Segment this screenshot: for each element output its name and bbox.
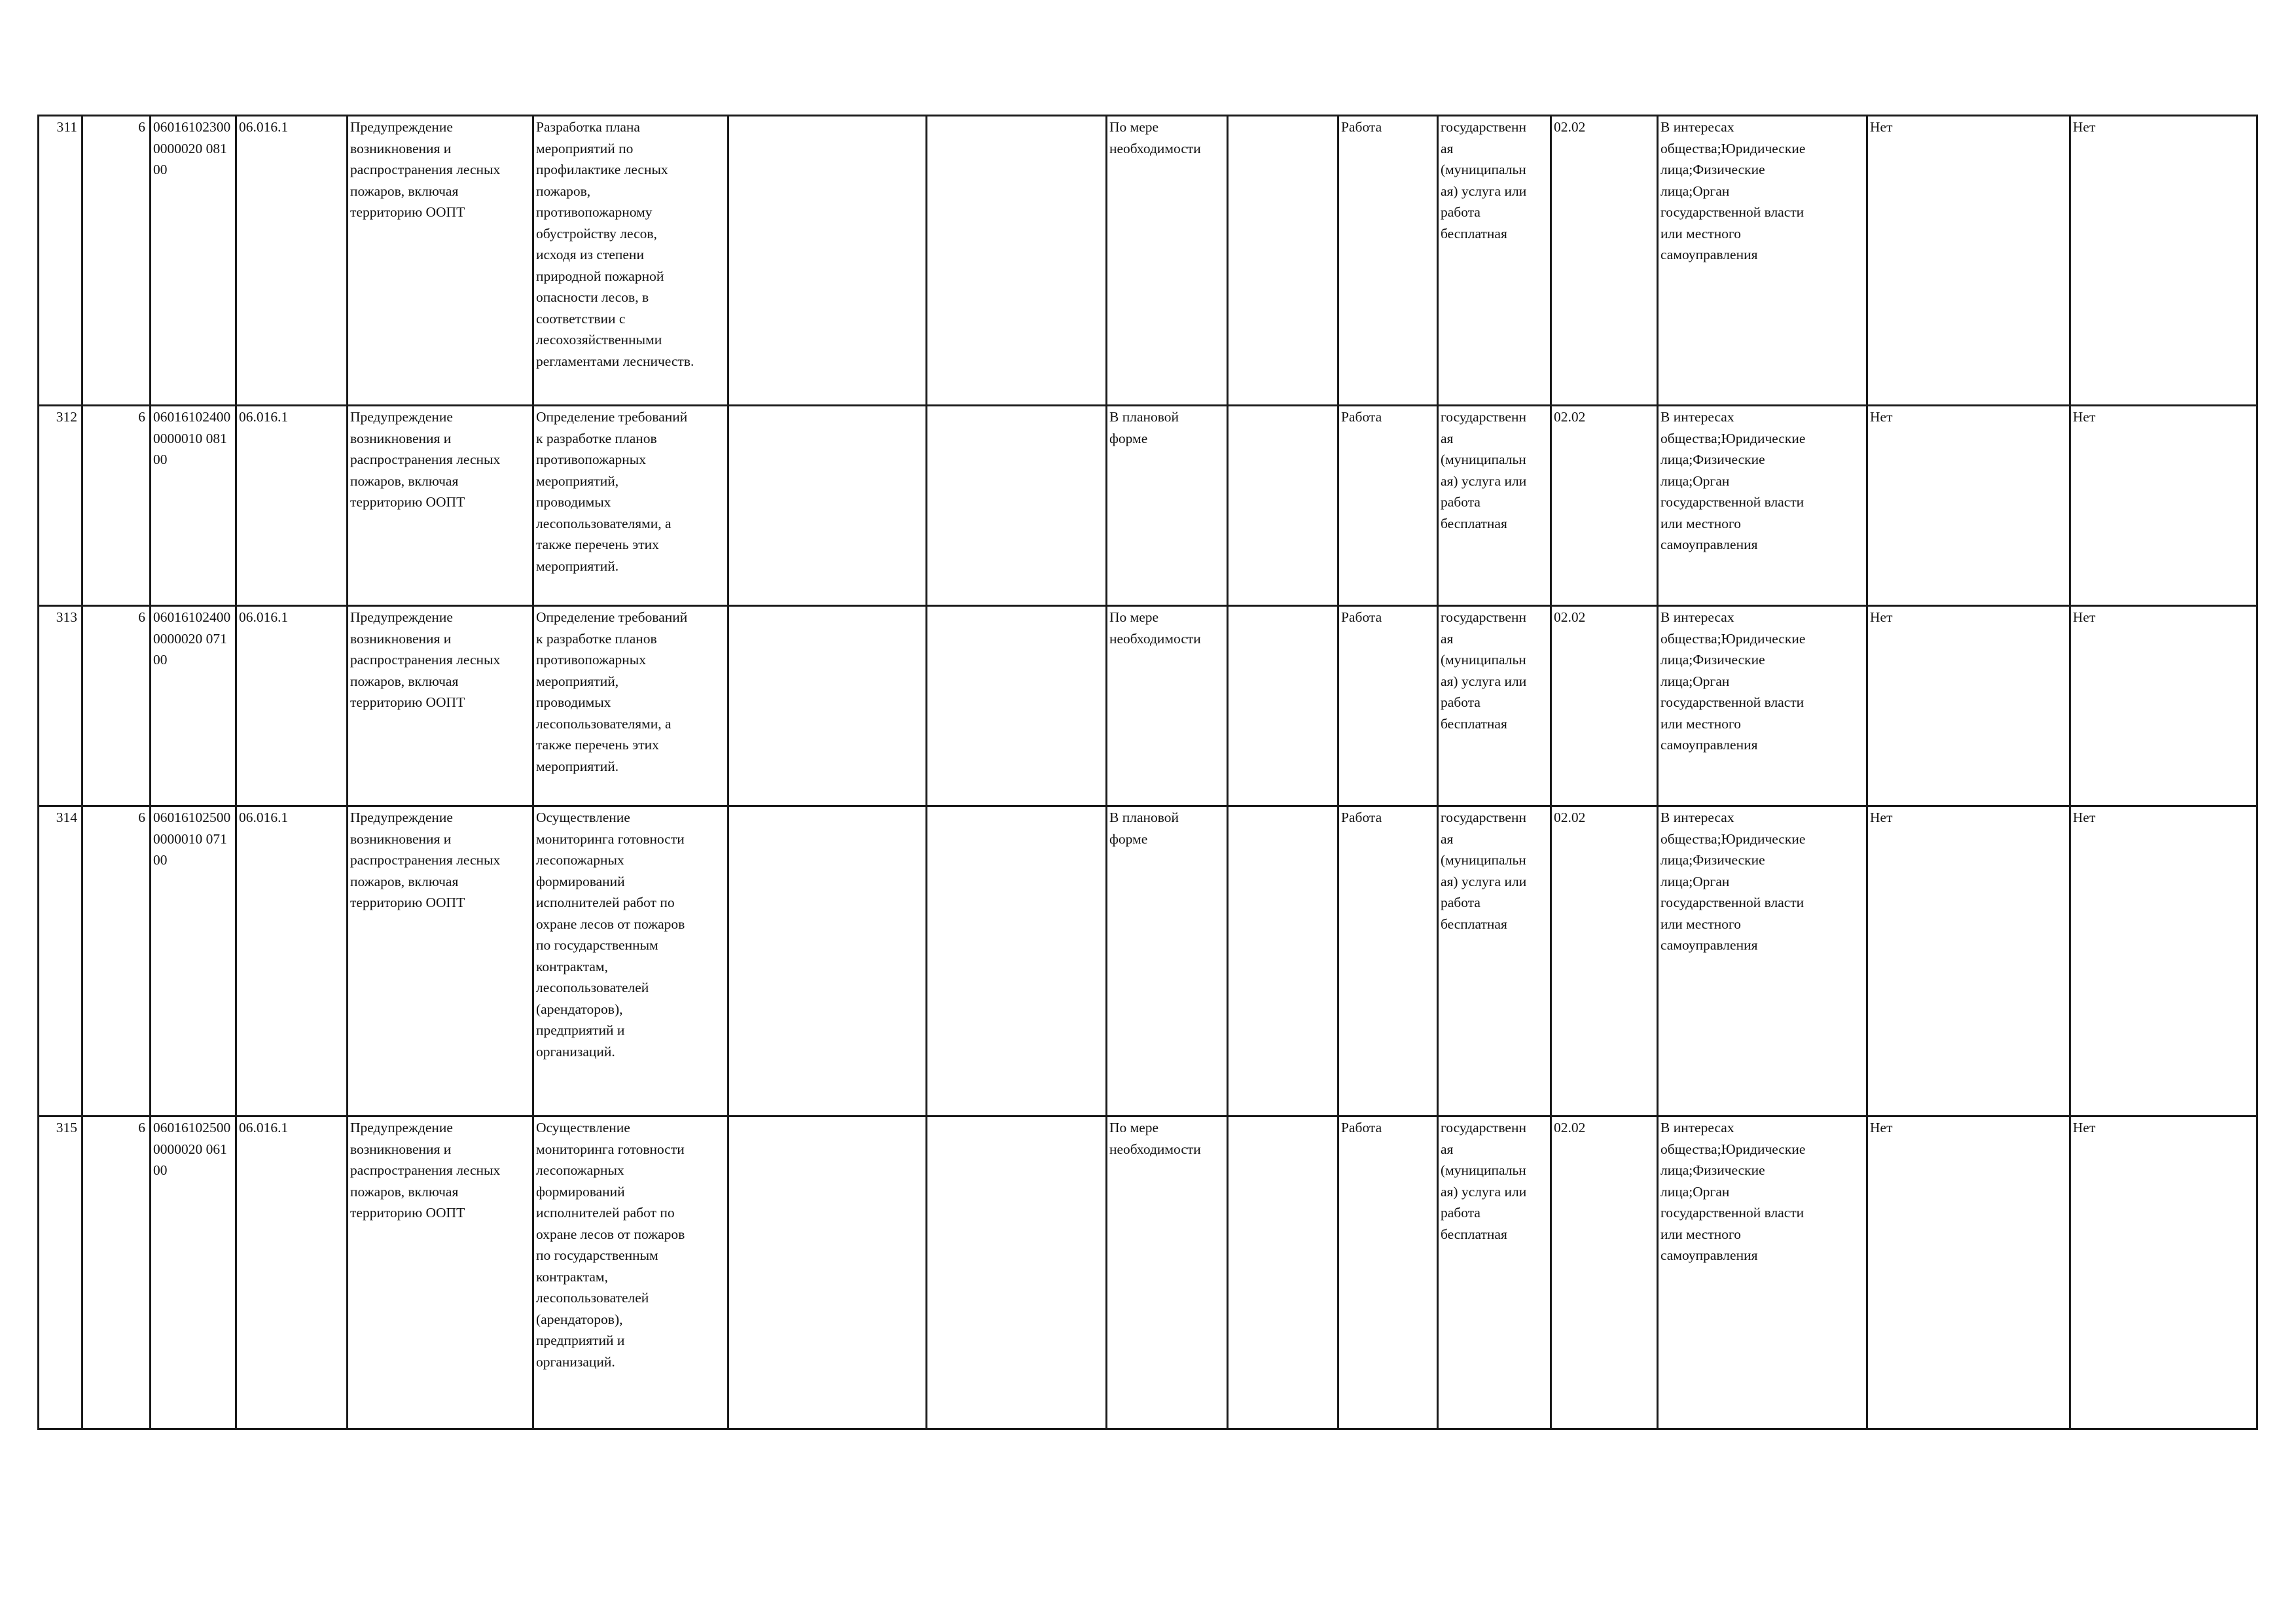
okved-code: 02.02 [1551,116,1658,406]
okved-code: 02.02 [1551,1116,1658,1429]
provision-form: В плановой форме [1107,406,1228,606]
service-type: Работа [1338,406,1438,606]
empty-cell [927,806,1107,1116]
consumer-categories: В интересах общества;Юридические лица;Физические лица;Орган государственной власти или местного самоуправления [1658,406,1867,606]
work-name: Определение требований к разработке планов противопожарных мероприятий, проводимых лесопользователями, а также перечень этих мероприятий. [533,406,728,606]
row-level: 6 [82,406,151,606]
empty-cell [1228,116,1338,406]
empty-cell [927,406,1107,606]
flag-cell: Нет [1867,606,2070,806]
activity-name: Предупреждение возникновения и распространения лесных пожаров, включая территорию ООПТ [348,606,533,806]
flag-cell: Нет [2070,116,2257,406]
work-name: Осуществление мониторинга готовности лесопожарных формирований исполнителей работ по охране лесов от пожаров по государственным контрактам, лесопользователей (арендаторов), предприятий и организаций. [533,806,728,1116]
classifier-code: 06.016.1 [236,1116,348,1429]
table-row [39,606,2257,806]
row-number: 314 [39,806,82,1116]
classifier-code: 06.016.1 [236,406,348,606]
flag-cell: Нет [2070,1116,2257,1429]
flag-cell: Нет [2070,406,2257,606]
empty-cell [728,406,927,606]
okved-code: 02.02 [1551,806,1658,1116]
empty-cell [927,116,1107,406]
empty-cell [927,606,1107,806]
provision-form: В плановой форме [1107,806,1228,1116]
service-type: Работа [1338,1116,1438,1429]
payment-type: государственн ая (муниципальн ая) услуга или работа бесплатная [1438,1116,1551,1429]
flag-cell: Нет [1867,406,2070,606]
consumer-categories: В интересах общества;Юридические лица;Физические лица;Орган государственной власти или местного самоуправления [1658,1116,1867,1429]
row-number: 315 [39,1116,82,1429]
empty-cell [1228,406,1338,606]
empty-cell [728,806,927,1116]
row-level: 6 [82,116,151,406]
empty-cell [728,606,927,806]
provision-form: По мере необходимости [1107,606,1228,806]
classifier-code: 06.016.1 [236,606,348,806]
empty-cell [927,1116,1107,1429]
classifier-code: 06.016.1 [236,806,348,1116]
consumer-categories: В интересах общества;Юридические лица;Физические лица;Орган государственной власти или местного самоуправления [1658,606,1867,806]
payment-type: государственн ая (муниципальн ая) услуга или работа бесплатная [1438,406,1551,606]
service-type: Работа [1338,116,1438,406]
row-number: 311 [39,116,82,406]
service-type: Работа [1338,606,1438,806]
work-name: Определение требований к разработке планов противопожарных мероприятий, проводимых лесопользователями, а также перечень этих мероприятий. [533,606,728,806]
registry-code: 060161025000000010 07100 [151,806,236,1116]
provision-form: По мере необходимости [1107,116,1228,406]
okved-code: 02.02 [1551,406,1658,606]
row-level: 6 [82,606,151,806]
registry-code: 060161024000000020 07100 [151,606,236,806]
flag-cell: Нет [1867,806,2070,1116]
registry-code: 060161025000000020 06100 [151,1116,236,1429]
empty-cell [728,116,927,406]
empty-cell [1228,606,1338,806]
okved-code: 02.02 [1551,606,1658,806]
payment-type: государственн ая (муниципальн ая) услуга или работа бесплатная [1438,606,1551,806]
consumer-categories: В интересах общества;Юридические лица;Физические лица;Орган государственной власти или местного самоуправления [1658,116,1867,406]
flag-cell: Нет [1867,116,2070,406]
row-number: 313 [39,606,82,806]
flag-cell: Нет [2070,806,2257,1116]
table-row [39,116,2257,406]
empty-cell [1228,1116,1338,1429]
work-name: Разработка плана мероприятий по профилактике лесных пожаров, противопожарному обустройству лесов, исходя из степени природной пожарной опасности лесов, в соответствии с лесохозяйственными регламентами лесничеств. [533,116,728,406]
activity-name: Предупреждение возникновения и распространения лесных пожаров, включая территорию ООПТ [348,806,533,1116]
table-row [39,806,2257,1116]
table-row [39,1116,2257,1429]
consumer-categories: В интересах общества;Юридические лица;Физические лица;Орган государственной власти или местного самоуправления [1658,806,1867,1116]
activity-name: Предупреждение возникновения и распространения лесных пожаров, включая территорию ООПТ [348,116,533,406]
provision-form: По мере необходимости [1107,1116,1228,1429]
row-number: 312 [39,406,82,606]
registry-code: 060161024000000010 08100 [151,406,236,606]
empty-cell [1228,806,1338,1116]
services-register-table [37,115,2258,1430]
activity-name: Предупреждение возникновения и распространения лесных пожаров, включая территорию ООПТ [348,406,533,606]
table-row [39,406,2257,606]
activity-name: Предупреждение возникновения и распространения лесных пожаров, включая территорию ООПТ [348,1116,533,1429]
flag-cell: Нет [2070,606,2257,806]
row-level: 6 [82,806,151,1116]
row-level: 6 [82,1116,151,1429]
registry-code: 060161023000000020 08100 [151,116,236,406]
empty-cell [728,1116,927,1429]
flag-cell: Нет [1867,1116,2070,1429]
work-name: Осуществление мониторинга готовности лесопожарных формирований исполнителей работ по охране лесов от пожаров по государственным контрактам, лесопользователей (арендаторов), предприятий и организаций. [533,1116,728,1429]
classifier-code: 06.016.1 [236,116,348,406]
payment-type: государственн ая (муниципальн ая) услуга или работа бесплатная [1438,806,1551,1116]
payment-type: государственн ая (муниципальн ая) услуга или работа бесплатная [1438,116,1551,406]
service-type: Работа [1338,806,1438,1116]
